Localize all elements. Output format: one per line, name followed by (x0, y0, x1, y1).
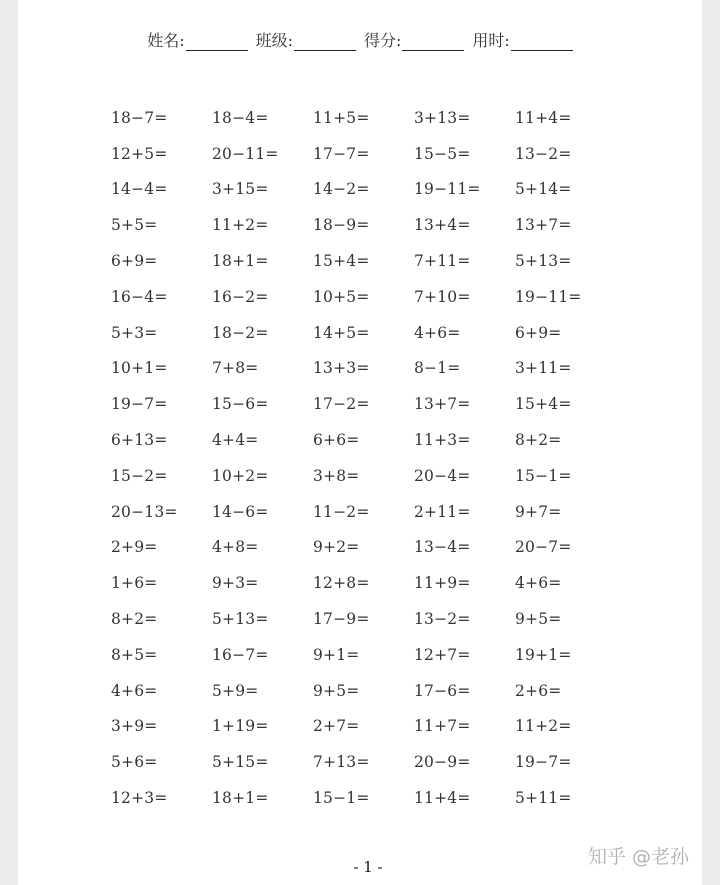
problem-item: 14−4= (111, 180, 168, 199)
problem-item: 20−13= (111, 502, 178, 521)
problem-item: 11+2= (212, 216, 269, 235)
problem-row (111, 780, 616, 816)
problem-item: 19−11= (515, 287, 582, 306)
problem-item: 15−6= (212, 395, 269, 414)
problem-item: 12+5= (111, 144, 168, 163)
problem-item: 17−9= (313, 610, 370, 629)
problem-item: 12+7= (414, 645, 471, 664)
problem-item: 18+1= (212, 252, 269, 271)
problem-item: 7+10= (414, 287, 471, 306)
problem-item: 10+1= (111, 359, 168, 378)
problem-item: 1+6= (111, 574, 158, 593)
watermark: 知乎 @老孙 (588, 846, 690, 868)
problem-item: 7+11= (414, 252, 471, 271)
problem-item: 8+2= (515, 431, 562, 450)
problem-item: 15−1= (515, 466, 572, 485)
problem-item: 9+3= (212, 574, 259, 593)
problem-item: 5+14= (515, 180, 572, 199)
problem-row (111, 673, 616, 709)
problem-item: 19−11= (414, 180, 481, 199)
time-blank[interactable] (511, 32, 573, 51)
problem-grid (111, 100, 616, 816)
problem-item: 11−2= (313, 502, 370, 521)
problem-item: 18−9= (313, 216, 370, 235)
problem-item: 19−7= (515, 753, 572, 772)
problem-item: 16−2= (212, 287, 269, 306)
problem-item: 5+9= (212, 681, 259, 700)
score-blank[interactable] (402, 32, 464, 51)
problem-item: 14−2= (313, 180, 370, 199)
class-field (256, 28, 356, 51)
problem-item: 12+8= (313, 574, 370, 593)
problem-row (111, 458, 616, 494)
problem-item: 13−4= (414, 538, 471, 557)
score-label: 得分: (364, 31, 402, 50)
problem-item: 3+15= (212, 180, 269, 199)
problem-item: 18−4= (212, 108, 269, 127)
problem-item: 5+15= (212, 753, 269, 772)
problem-item: 15−2= (111, 466, 168, 485)
problem-item: 13−2= (414, 610, 471, 629)
problem-item: 3+8= (313, 466, 360, 485)
problem-row (111, 243, 616, 279)
problem-row (111, 637, 616, 673)
problem-item: 18−2= (212, 323, 269, 342)
problem-item: 9+7= (515, 502, 562, 521)
problem-row (111, 207, 616, 243)
problem-row (111, 100, 616, 136)
problem-item: 19+1= (515, 645, 572, 664)
problem-item: 8+2= (111, 610, 158, 629)
problem-row (111, 136, 616, 172)
problem-item: 17−6= (414, 681, 471, 700)
problem-item: 2+9= (111, 538, 158, 557)
problem-item: 19−7= (111, 395, 168, 414)
problem-item: 11+4= (515, 108, 572, 127)
problem-item: 11+5= (313, 108, 370, 127)
problem-row (111, 279, 616, 315)
problem-item: 13+4= (414, 216, 471, 235)
problem-item: 13−2= (515, 144, 572, 163)
page-number: - 1 - (353, 858, 383, 876)
problem-item: 6+9= (515, 323, 562, 342)
problem-row (111, 422, 616, 458)
problem-item: 20−4= (414, 466, 471, 485)
problem-item: 14−6= (212, 502, 269, 521)
problem-item: 5+5= (111, 216, 158, 235)
worksheet-header (0, 28, 720, 51)
name-blank[interactable] (186, 32, 248, 51)
score-field (364, 28, 464, 51)
problem-item: 15−1= (313, 789, 370, 808)
problem-item: 20−7= (515, 538, 572, 557)
problem-item: 6+6= (313, 431, 360, 450)
problem-item: 13+7= (414, 395, 471, 414)
problem-item: 13+7= (515, 216, 572, 235)
problem-item: 7+8= (212, 359, 259, 378)
problem-item: 11+7= (414, 717, 471, 736)
problem-item: 4+8= (212, 538, 259, 557)
problem-item: 11+9= (414, 574, 471, 593)
problem-row (111, 351, 616, 387)
time-field (472, 28, 572, 51)
problem-item: 20−11= (212, 144, 279, 163)
problem-row (111, 315, 616, 351)
problem-item: 5+3= (111, 323, 158, 342)
problem-item: 6+9= (111, 252, 158, 271)
problem-row (111, 172, 616, 208)
problem-item: 17−7= (313, 144, 370, 163)
problem-item: 10+5= (313, 287, 370, 306)
problem-item: 4+4= (212, 431, 259, 450)
problem-item: 6+13= (111, 431, 168, 450)
problem-item: 5+11= (515, 789, 572, 808)
problem-item: 20−9= (414, 753, 471, 772)
problem-item: 9+1= (313, 645, 360, 664)
problem-row (111, 601, 616, 637)
problem-item: 11+2= (515, 717, 572, 736)
name-field (147, 28, 247, 51)
problem-row (111, 744, 616, 780)
problem-item: 16−7= (212, 645, 269, 664)
problem-row (111, 565, 616, 601)
problem-row (111, 386, 616, 422)
problem-item: 13+3= (313, 359, 370, 378)
problem-item: 12+3= (111, 789, 168, 808)
problem-item: 5+13= (515, 252, 572, 271)
problem-item: 2+7= (313, 717, 360, 736)
problem-row (111, 530, 616, 566)
problem-item: 3+11= (515, 359, 572, 378)
problem-item: 3+9= (111, 717, 158, 736)
problem-row (111, 494, 616, 530)
problem-item: 16−4= (111, 287, 168, 306)
problem-item: 11+4= (414, 789, 471, 808)
class-label: 班级: (255, 31, 293, 50)
problem-item: 2+6= (515, 681, 562, 700)
problem-item: 9+5= (313, 681, 360, 700)
problem-item: 3+13= (414, 108, 471, 127)
problem-item: 10+2= (212, 466, 269, 485)
problem-item: 18+1= (212, 789, 269, 808)
problem-item: 15+4= (515, 395, 572, 414)
time-label: 用时: (472, 31, 510, 50)
problem-item: 17−2= (313, 395, 370, 414)
problem-item: 4+6= (414, 323, 461, 342)
problem-row (111, 709, 616, 745)
problem-item: 15−5= (414, 144, 471, 163)
name-label: 姓名: (147, 31, 185, 50)
problem-item: 2+11= (414, 502, 471, 521)
problem-item: 5+6= (111, 753, 158, 772)
problem-item: 18−7= (111, 108, 168, 127)
problem-item: 5+13= (212, 610, 269, 629)
problem-item: 8+5= (111, 645, 158, 664)
problem-item: 9+2= (313, 538, 360, 557)
problem-item: 8−1= (414, 359, 461, 378)
problem-item: 9+5= (515, 610, 562, 629)
problem-item: 1+19= (212, 717, 269, 736)
problem-item: 11+3= (414, 431, 471, 450)
problem-item: 4+6= (111, 681, 158, 700)
class-blank[interactable] (294, 32, 356, 51)
problem-item: 15+4= (313, 252, 370, 271)
problem-item: 4+6= (515, 574, 562, 593)
problem-item: 14+5= (313, 323, 370, 342)
problem-item: 7+13= (313, 753, 370, 772)
